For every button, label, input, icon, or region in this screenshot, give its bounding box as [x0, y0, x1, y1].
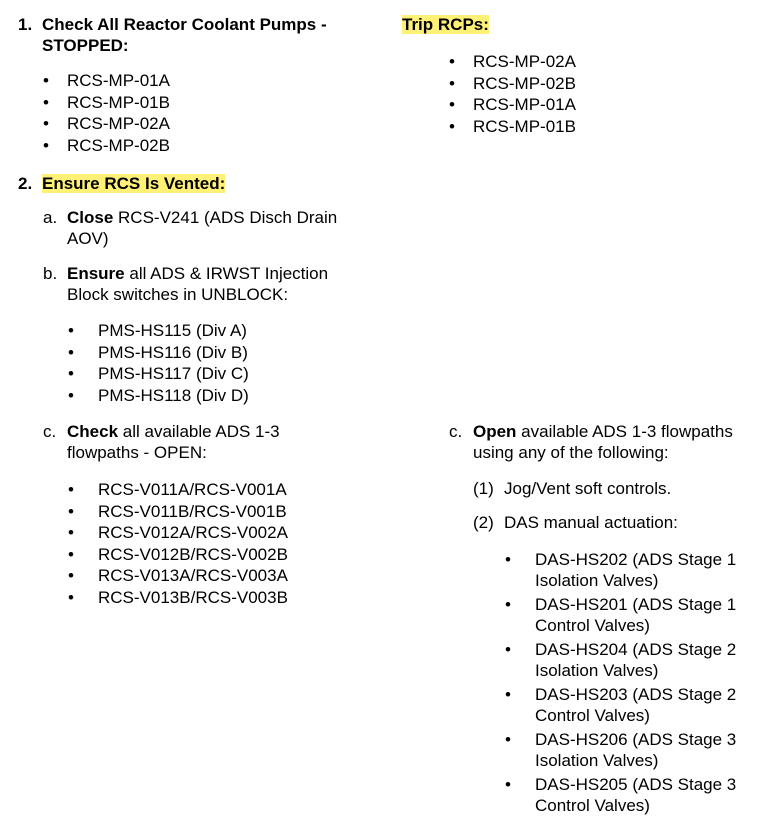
step1-pump-list [43, 70, 170, 156]
step2c-label: c. [43, 422, 57, 441]
step1-rno-pump-list [449, 51, 576, 137]
step2c-rno-text: Open available ADS 1-3 flowpaths using any of the following: [473, 422, 733, 462]
step1-number: 1. [18, 15, 33, 34]
list-item: • PMS-HS115 (Div A) [68, 321, 247, 340]
list-item: • RCS-MP-02A [449, 52, 576, 71]
list-item: • RCS-MP-02B [43, 135, 170, 155]
list-item: • RCS-MP-02A [43, 114, 170, 133]
list-item: • RCS-MP-01A [43, 71, 170, 90]
step1-title [18, 14, 327, 35]
step2b-switch-list [68, 320, 249, 406]
list-item: • DAS-HS201 (ADS Stage 1 Control Valves) [505, 595, 737, 635]
step2b-text: Ensure all ADS & IRWST Injection Block switches in UNBLOCK: [67, 264, 329, 304]
step1-title-line1: Check All Reactor Coolant Pumps - [42, 15, 327, 34]
step1-rno-title: Trip RCPs: [402, 15, 489, 34]
step2c-rno-label: c. [449, 422, 463, 441]
option2-text: DAS manual actuation: [504, 513, 678, 532]
list-item: • RCS-V012A/RCS-V002A [68, 523, 288, 542]
step1-title-line2: STOPPED: [42, 36, 129, 55]
das-switch-list [505, 550, 737, 820]
step2b-label: b. [43, 264, 58, 283]
option1-text: Jog/Vent soft controls. [504, 479, 672, 498]
list-item: • RCS-MP-01B [449, 116, 576, 136]
list-item: • PMS-HS118 (Div D) [68, 385, 249, 405]
list-item: • DAS-HS206 (ADS Stage 3 Isolation Valves) [505, 730, 737, 770]
list-item: • RCS-V012B/RCS-V002B [68, 544, 288, 564]
list-item: • RCS-MP-01B [43, 92, 170, 112]
step2c-valve-list [68, 479, 288, 608]
option2-label: (2) [473, 513, 494, 532]
list-item: • RCS-V013A/RCS-V003A [68, 566, 288, 585]
list-item: • PMS-HS116 (Div B) [68, 342, 248, 362]
list-item: • RCS-V011A/RCS-V001A [68, 480, 287, 499]
list-item: • DAS-HS203 (ADS Stage 2 Control Valves) [505, 685, 737, 725]
option1-label: (1) [473, 479, 494, 498]
list-item: • RCS-V013B/RCS-V003B [68, 587, 288, 607]
step2a-label: a. [43, 208, 58, 227]
list-item: • DAS-HS204 (ADS Stage 2 Isolation Valves) [505, 640, 737, 680]
step2c-text: Check all available ADS 1-3 flowpaths - OPEN: [67, 422, 280, 462]
list-item: • RCS-MP-01A [449, 95, 576, 114]
list-item: • DAS-HS202 (ADS Stage 1 Isolation Valves) [505, 550, 737, 590]
list-item: • RCS-MP-02B [449, 73, 576, 93]
list-item: • RCS-V011B/RCS-V001B [68, 501, 287, 521]
step2-title: Ensure RCS Is Vented: [42, 174, 226, 193]
list-item: • PMS-HS117 (Div C) [68, 364, 249, 383]
list-item: • DAS-HS205 (ADS Stage 3 Control Valves) [505, 775, 737, 815]
step2a-text: Close RCS-V241 (ADS Disch Drain AOV) [67, 208, 338, 248]
step2-number: 2. [18, 174, 33, 193]
